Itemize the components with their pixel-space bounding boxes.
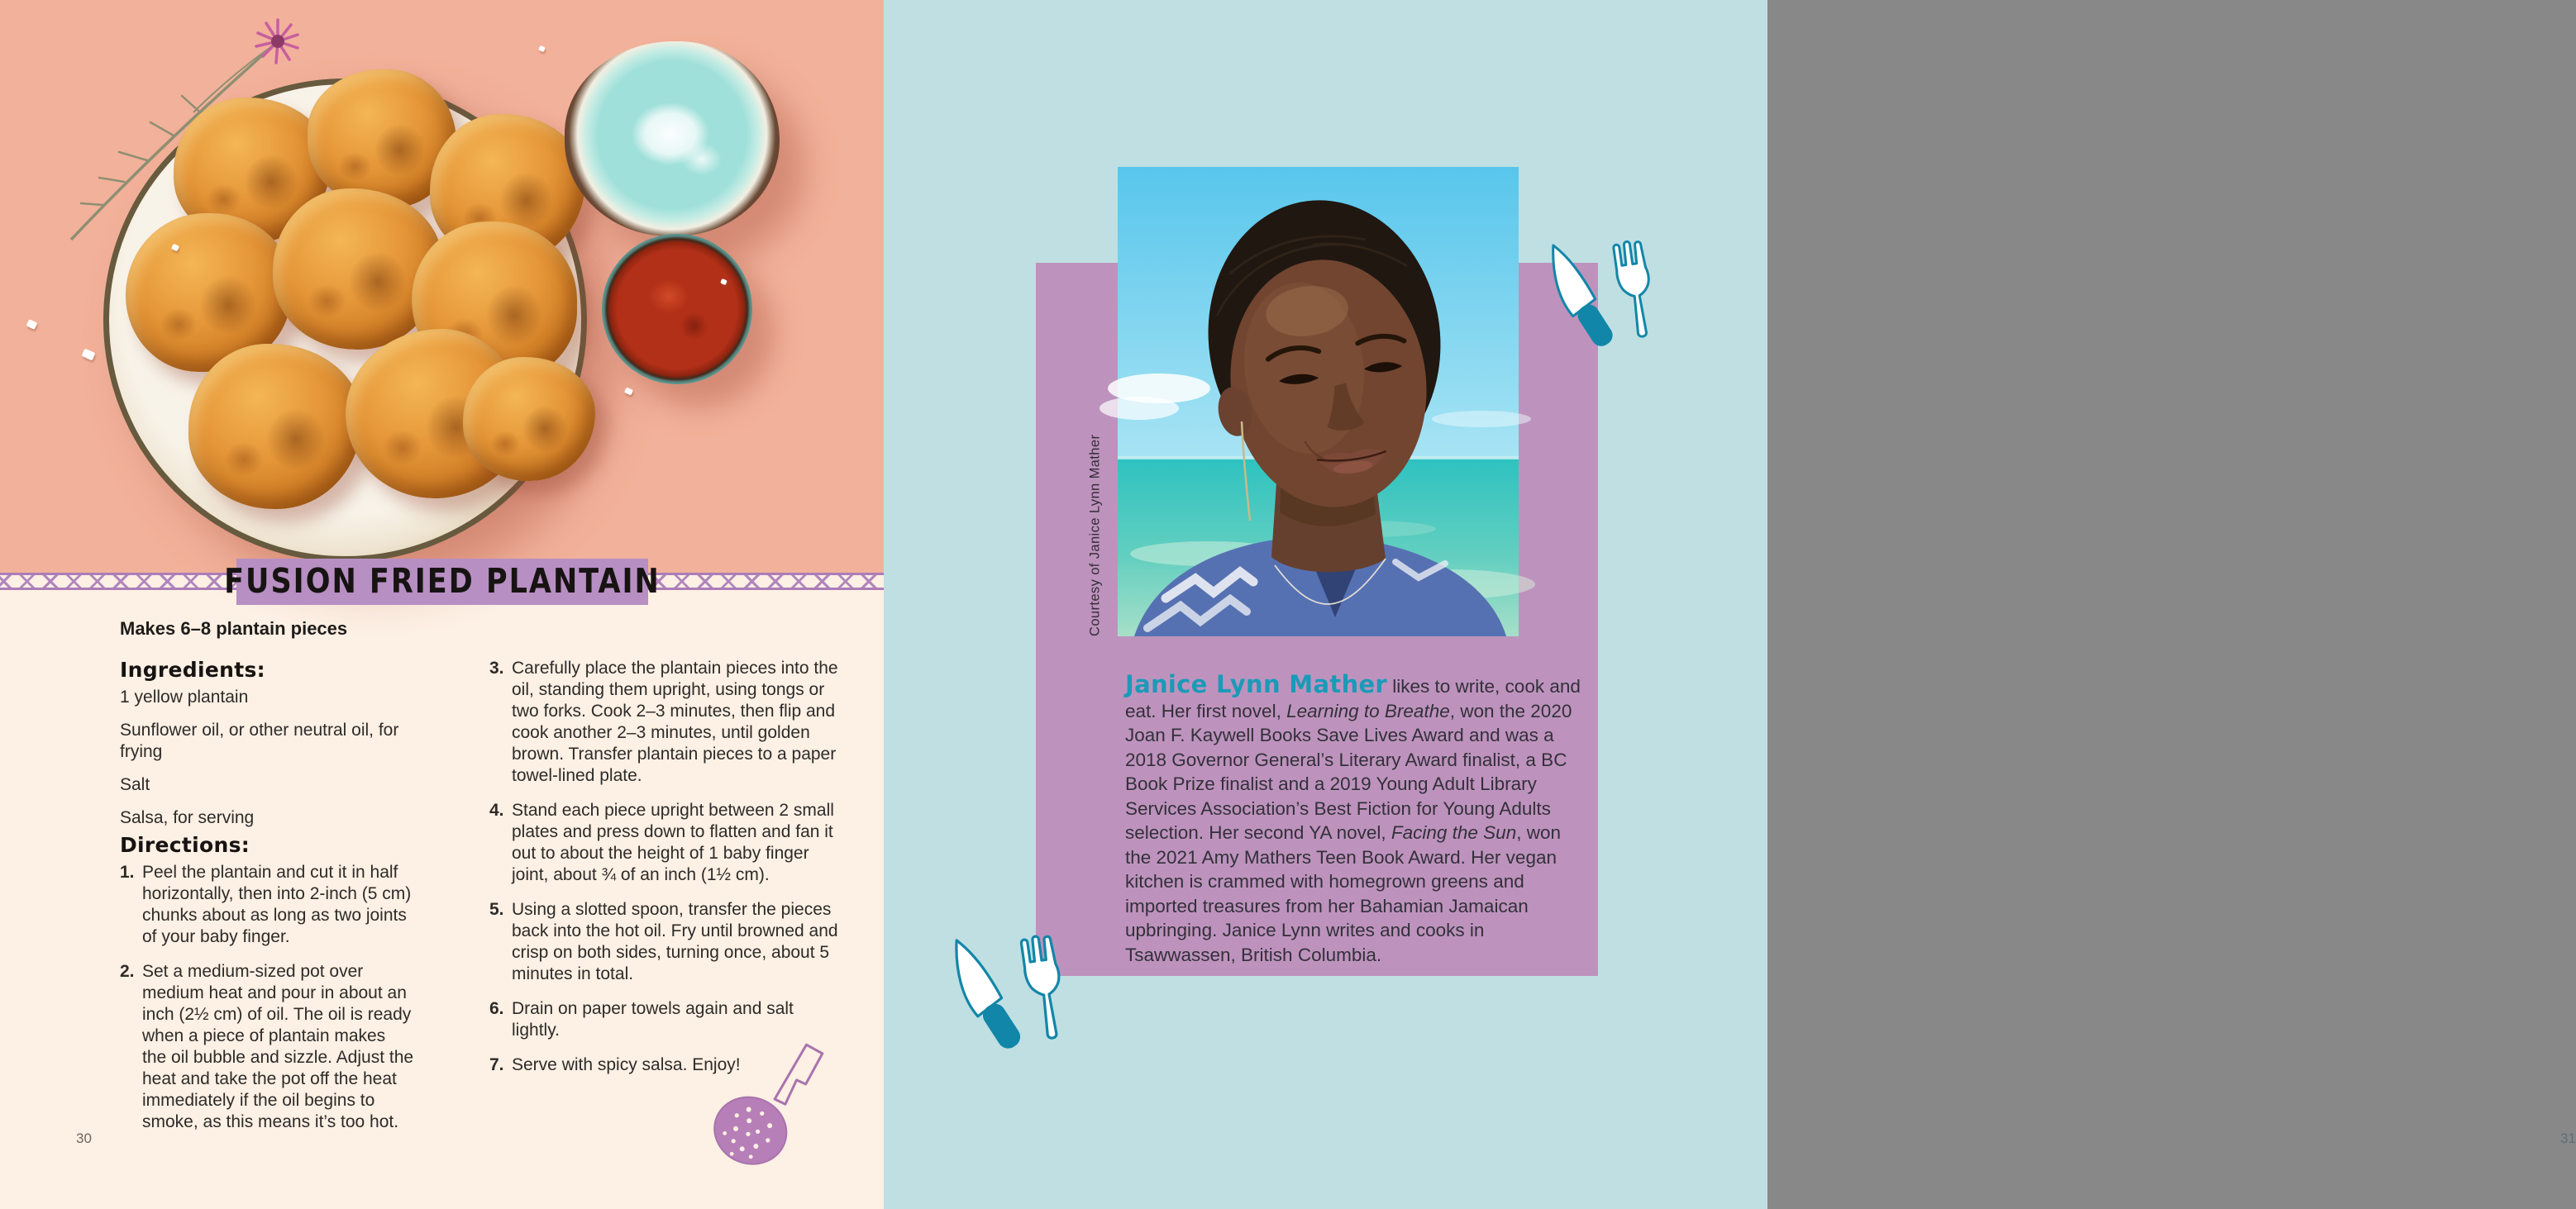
ingredient-item: 1 yellow plantain <box>120 688 249 707</box>
recipe-photo <box>0 0 884 574</box>
recipe-title-banner <box>224 559 661 605</box>
direction-step <box>489 899 843 985</box>
step-number: 2. <box>120 962 135 981</box>
photo-credit-vertical: Courtesy of Janice Lynn Mather <box>1087 434 1103 636</box>
direction-step <box>489 658 843 787</box>
bio-text: , won the 2021 Amy Mathers Teen Book Award. Her vegan kitchen is crammed with homegrown greens and imported treasures from her Bahamian Jamaican upbringing. Janice Lynn writes and cooks in Tsawwassen, British Columbia. <box>1125 822 1561 965</box>
ingredients-section <box>120 658 411 839</box>
ingredient-item: Salt <box>120 775 150 794</box>
salt-speck <box>82 349 96 361</box>
step-text: Using a slotted spoon, transfer the pieces back into the hot oil. Fry until browned and crisp on both sides, turning once, about 5 minutes in total. <box>512 900 838 983</box>
ingredients-header: Ingredients: <box>120 658 265 682</box>
salt-speck <box>26 319 38 330</box>
step-number: 3. <box>489 659 504 678</box>
step-number: 4. <box>489 801 504 820</box>
bio-text: likes to write, cook and eat. Her first novel, <box>1125 676 1581 721</box>
step-number: 1. <box>120 863 135 882</box>
step-text: Set a medium-sized pot over medium heat and pour in about an inch (2½ cm) of oil. The oil is ready when a piece of plantain makes the oil bubble and sizzle. Adjust the heat and take the pot off the heat immediately if the oil begins to smoke, as this means it’s too hot. <box>142 962 414 1131</box>
yield-line: Makes 6–8 plantain pieces <box>120 618 348 639</box>
bio-text: , won the 2020 Joan F. Kaywell Books Save Lives Award and was a 2018 Governor General’s Literary Award finalist, a BC Book Prize finalist and a 2019 Young Adult Library Services Association’s Best Fiction for Young Adults selection. Her second YA novel, <box>1125 700 1572 843</box>
ingredient-item: Salsa, for serving <box>120 808 255 827</box>
author-bio <box>1125 670 1588 967</box>
salt-speck <box>624 387 633 395</box>
salsa-bowl <box>602 234 752 384</box>
recipe-title: FUSION FRIED PLANTAIN <box>224 562 661 602</box>
book-title: Learning to Breathe <box>1286 700 1450 721</box>
book-title: Facing the Sun <box>1391 822 1517 843</box>
plantain-piece <box>463 357 595 481</box>
directions-header: Directions: <box>120 833 250 857</box>
directions-column-2 <box>489 658 843 1089</box>
direction-step <box>120 862 414 948</box>
knife-and-fork-icon <box>1550 235 1664 359</box>
step-text: Peel the plantain and cut it in half horizontally, then into 2-inch (5 cm) chunks about as long as two joints of your baby finger. <box>142 863 412 946</box>
step-text: Stand each piece upright between 2 small plates and press down to flatten and fan it out to about the height of 1 baby finger joint, about ¾ of an inch (1½ cm). <box>512 801 834 884</box>
step-text: Serve with spicy salsa. Enjoy! <box>512 1055 741 1074</box>
step-number: 7. <box>489 1055 504 1074</box>
ingredient-item: Sunflower oil, or other neutral oil, for frying <box>120 721 399 761</box>
grated-coconut-bowl <box>565 41 780 236</box>
knife-and-fork-icon <box>953 927 1076 1064</box>
step-number: 5. <box>489 900 504 919</box>
slotted-spoon-icon <box>718 1033 827 1182</box>
direction-step <box>489 800 843 886</box>
author-photo <box>1118 167 1519 636</box>
direction-step <box>120 961 414 1133</box>
step-text: Drain on paper towels again and salt lightly. <box>512 999 794 1040</box>
recipe-page <box>0 0 884 1209</box>
page-number: 31 <box>2560 1130 2576 1146</box>
salt-speck <box>538 45 546 52</box>
step-number: 6. <box>489 999 504 1018</box>
author-name: Janice Lynn Mather <box>1125 670 1388 698</box>
author-page <box>884 0 2576 1209</box>
directions-section <box>120 833 414 1146</box>
page-number: 30 <box>76 1130 92 1146</box>
step-text: Carefully place the plantain pieces into the oil, standing them upright, using tongs or two forks. Cook 2–3 minutes, then flip and cook another 2–3 minutes, until golden brown. Transfer plantain pieces to a paper towel-lined plate. <box>512 659 838 785</box>
